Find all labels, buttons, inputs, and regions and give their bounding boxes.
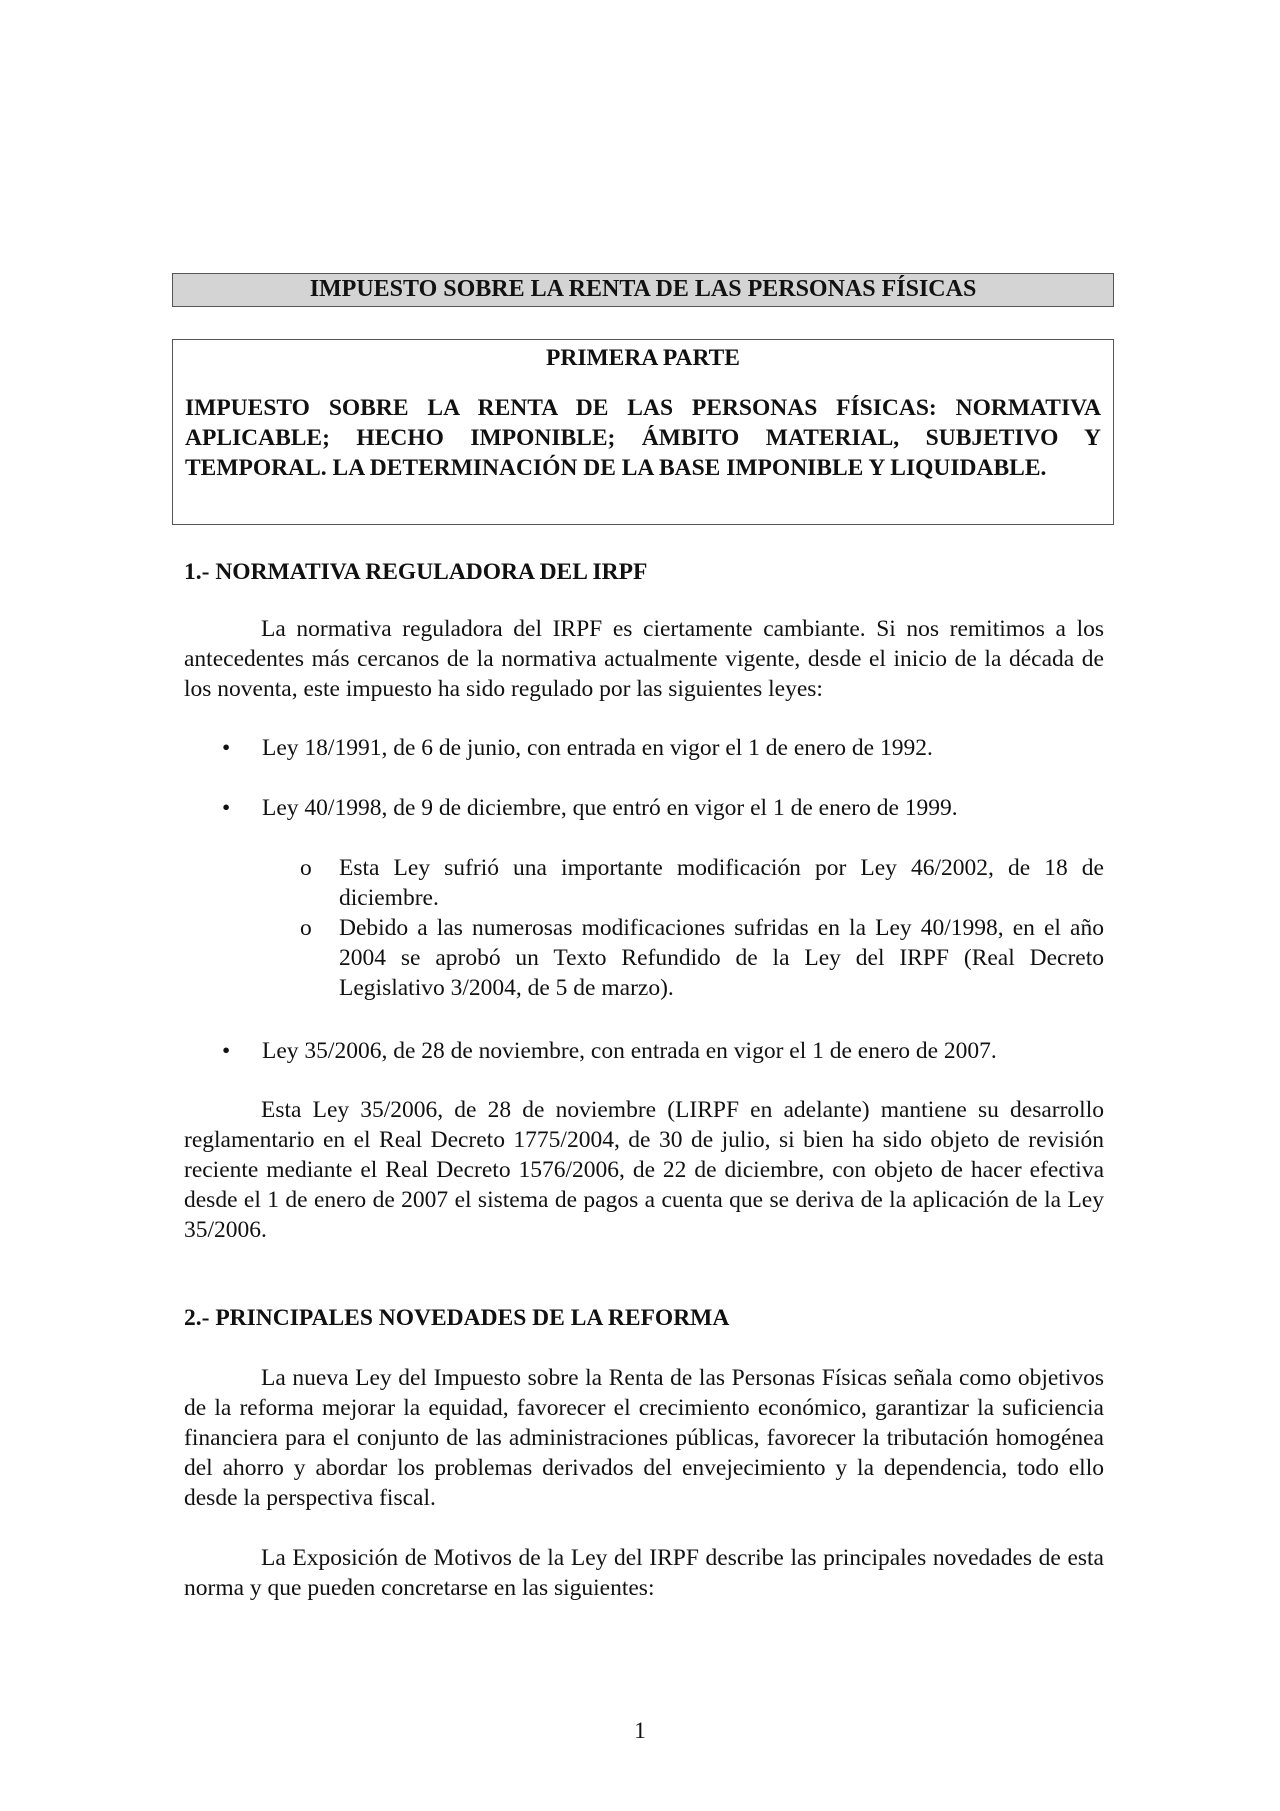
section-2-paragraph-2: La Exposición de Motivos de la Ley del IRPF describe las principales novedades de esta norma y que pueden concretarse en las siguientes: [184,1545,1104,1601]
section-1-heading: 1.- NORMATIVA REGULADORA DEL IRPF [184,559,648,585]
list-item-text: Ley 35/2006, de 28 de noviembre, con entrada en vigor el 1 de enero de 2007. [262,1038,997,1064]
circle-bullet-icon: o [300,855,312,881]
section-1-closing: Esta Ley 35/2006, de 28 de noviembre (LIRPF en adelante) mantiene su desarrollo reglamentario en el Real Decreto 1775/2004, de 30 de julio, si bien ha sido objeto de revisión reciente mediante el Real Decreto 1576/2006, de 22 de diciembre, con objeto de hacer efectiva desde el 1 de enero de 2007 el sistema de pagos a cuenta que se deriva de la aplicación de la Ley 35/2006. [184,1097,1104,1243]
bullet-icon: • [222,735,231,761]
part-description: IMPUESTO SOBRE LA RENTA DE LAS PERSONAS FÍSICAS: NORMATIVA APLICABLE; HECHO IMPONIBLE; ÁMBITO MATERIAL, SUBJETIVO Y TEMPORAL. LA DETERMINACIÓN DE LA BASE IMPONIBLE Y LIQUIDABLE. [185,395,1101,481]
section-1-intro: La normativa reguladora del IRPF es ciertamente cambiante. Si nos remitimos a los antecedentes más cercanos de la normativa actualmente vigente, desde el inicio de la década de los noventa, este impuesto ha sido regulado por las siguientes leyes: [184,616,1104,702]
page-number: 1 [634,1718,646,1744]
section-2-paragraph-1: La nueva Ley del Impuesto sobre la Renta de las Personas Físicas señala como objetivos de la reforma mejorar la equidad, favorecer el crecimiento económico, garantizar la suficiencia financiera para el conjunto de las administraciones públicas, favorecer la tributación homogénea del ahorro y abordar los problemas derivados del envejecimiento y la dependencia, todo ello desde la perspectiva fiscal. [184,1365,1104,1511]
part-label: PRIMERA PARTE [546,345,740,371]
list-item-text: Ley 40/1998, de 9 de diciembre, que entró en vigor el 1 de enero de 1999. [262,795,958,821]
bullet-icon: • [222,795,231,821]
section-2-heading: 2.- PRINCIPALES NOVEDADES DE LA REFORMA [184,1305,730,1331]
sub-list-item-text: Esta Ley sufrió una importante modificación por Ley 46/2002, de 18 de diciembre. [339,855,1104,911]
sub-list-item-text: Debido a las numerosas modificaciones sufridas en la Ley 40/1998, en el año 2004 se aprobó un Texto Refundido de la Ley del IRPF (Real Decreto Legislativo 3/2004, de 5 de marzo). [339,915,1104,1001]
part-box [172,339,1114,525]
circle-bullet-icon: o [300,915,312,941]
document-title: IMPUESTO SOBRE LA RENTA DE LAS PERSONAS FÍSICAS [172,273,1114,307]
list-item-text: Ley 18/1991, de 6 de junio, con entrada en vigor el 1 de enero de 1992. [262,735,933,761]
bullet-icon: • [222,1038,231,1064]
